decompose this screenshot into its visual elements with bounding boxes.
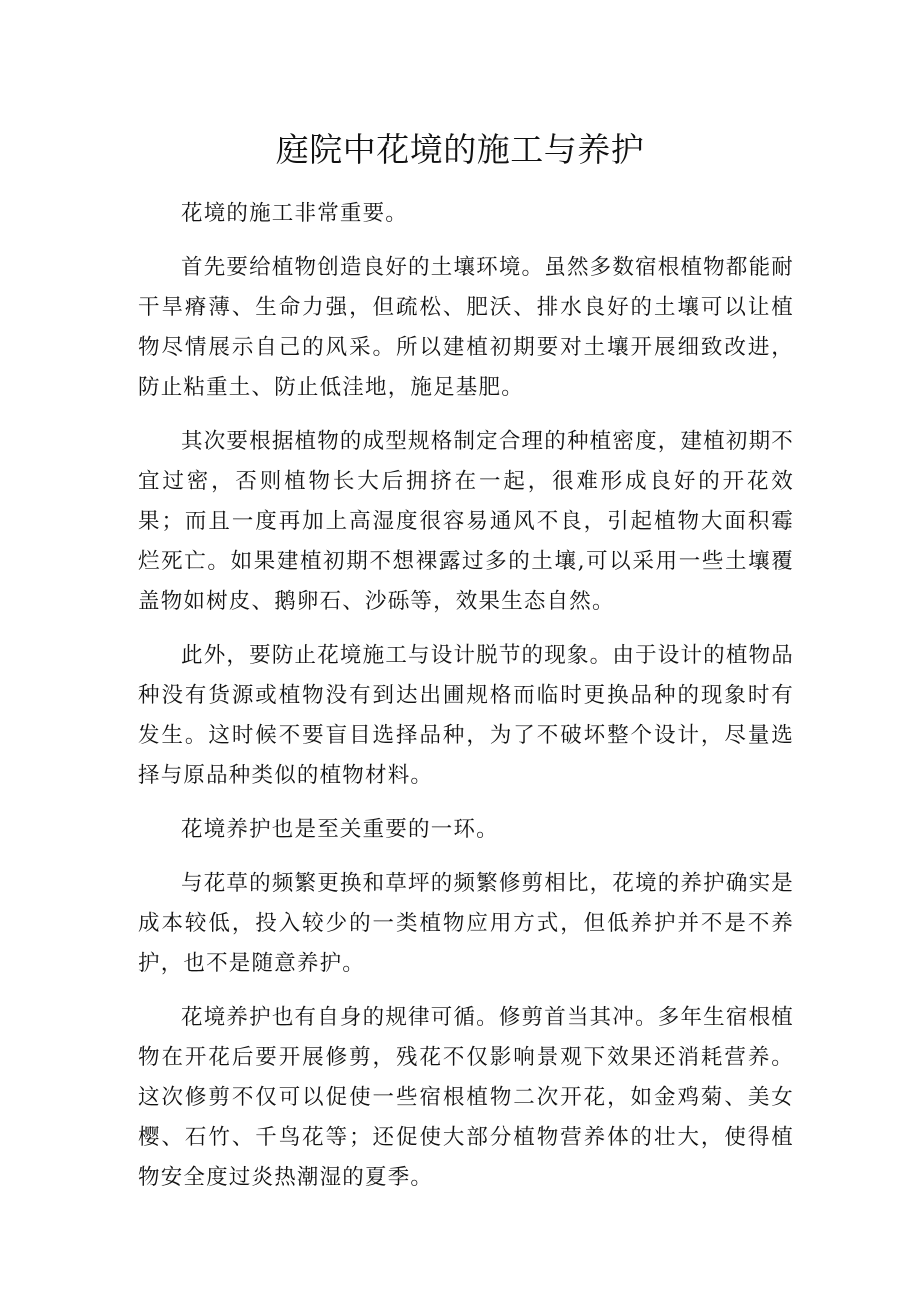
paragraph-1: 花境的施工非常重要。 <box>181 201 409 226</box>
paragraph-3: 其次要根据植物的成型规格制定合理的种植密度，建植初期不宜过密，否则植物长大后拥挤在一起，很难形成良好的开花效果；而且一度再加上高湿度很容易通风不良，引起植物大面积霉烂死亡。如果建植初期不想裸露过多的土壤,可以采用一些土壤覆盖物如树皮、鹅卵石、沙砾等，效果生态自然。 <box>138 429 794 614</box>
paragraph-2: 首先要给植物创造良好的土壤环境。虽然多数宿根植物都能耐干旱瘠薄、生命力强，但疏松、肥沃、排水良好的土壤可以让植物尽情展示自己的风采。所以建植初期要对土壤开展细致改进，防止粘重土、防止低洼地，施足基肥。 <box>138 255 794 400</box>
paragraph-5: 花境养护也是至关重要的一环。 <box>181 817 499 842</box>
document-title: 庭院中花境的施工与养护 <box>275 130 645 169</box>
paragraph-7: 花境养护也有自身的规律可循。修剪首当其冲。多年生宿根植物在开花后要开展修剪，残花不仅影响景观下效果还消耗营养。这次修剪不仅可以促使一些宿根植物二次开花，如金鸡菊、美女樱、石竹、千鸟花等；还促使大部分植物营养体的壮大，使得植物安全度过炎热潮湿的夏季。 <box>138 1005 794 1190</box>
paragraph-4: 此外，要防止花境施工与设计脱节的现象。由于设计的植物品种没有货源或植物没有到达出圃规格而临时更换品种的现象时有发生。这时候不要盲目选择品种，为了不破坏整个设计，尽量选择与原品种类似的植物材料。 <box>138 643 794 788</box>
document-body <box>138 194 794 1212</box>
paragraph-6: 与花草的频繁更换和草坪的频繁修剪相比，花境的养护确实是成本较低，投入较少的一类植物应用方式，但低养护并不是不养护，也不是随意养护。 <box>138 871 794 976</box>
